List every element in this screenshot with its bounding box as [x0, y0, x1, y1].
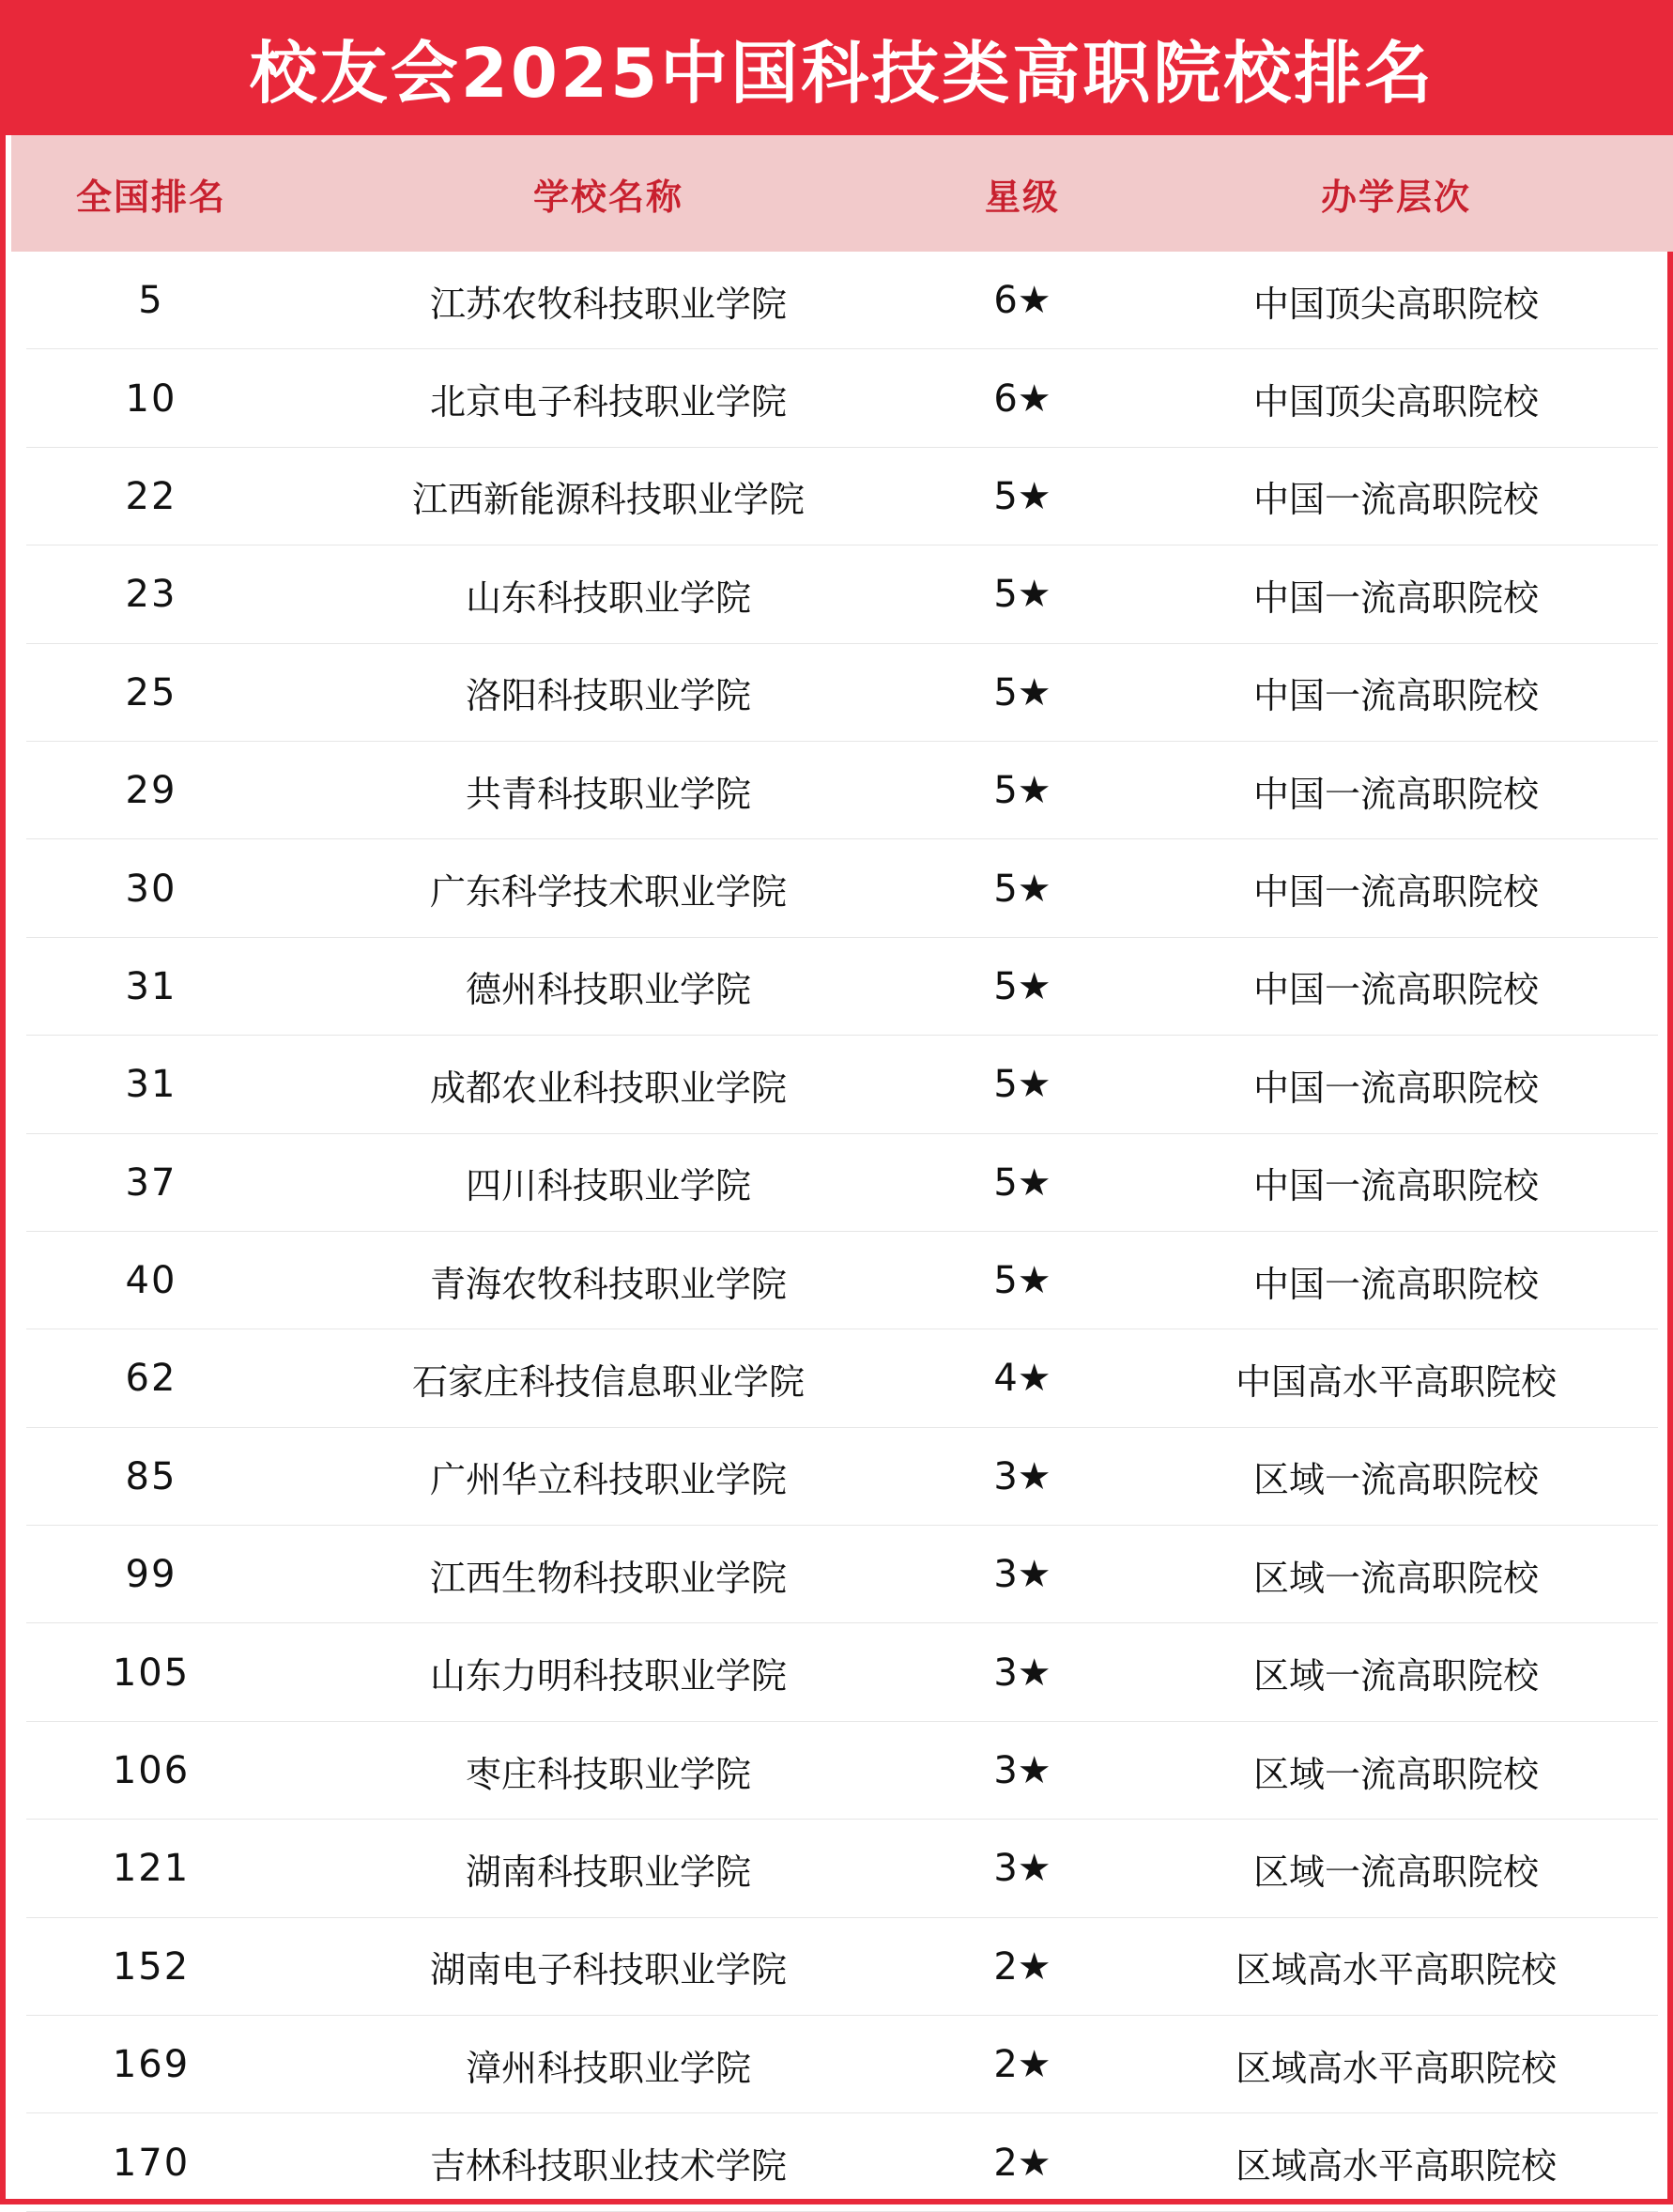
table-row [11, 742, 1673, 839]
school-tier-cell: 中国一流高职院校 [1252, 1165, 1539, 1207]
rank-cell: 169 [112, 2043, 191, 2087]
school-tier-cell: 区域一流高职院校 [1252, 1459, 1539, 1501]
rank-cell: 29 [125, 769, 177, 813]
school-name-cell: 共青科技职业学院 [465, 773, 751, 815]
table-row [11, 1722, 1673, 1820]
star-level-cell: 5★ [993, 1160, 1051, 1205]
school-name-cell: 枣庄科技职业学院 [465, 1753, 751, 1795]
header-rank: 全国排名 [75, 176, 226, 218]
rank-cell: 25 [125, 670, 177, 714]
star-level-cell: 3★ [993, 1454, 1051, 1498]
rank-cell: 152 [112, 1944, 191, 1989]
school-name-cell: 德州科技职业学院 [465, 969, 751, 1011]
school-name-cell: 北京电子科技职业学院 [429, 381, 787, 423]
rank-cell: 22 [125, 474, 177, 518]
star-level-cell: 5★ [993, 769, 1051, 813]
table-row [11, 349, 1673, 447]
table-row [11, 1526, 1673, 1623]
page-title: 校友会2025中国科技类高职院校排名 [249, 34, 1435, 113]
table-row [11, 839, 1673, 937]
school-tier-cell: 区域高水平高职院校 [1235, 2047, 1557, 2089]
school-name-cell: 江西新能源科技职业学院 [411, 479, 805, 521]
school-name-cell: 江西生物科技职业学院 [429, 1557, 787, 1599]
school-tier-cell: 中国顶尖高职院校 [1252, 381, 1539, 423]
school-name-cell: 吉林科技职业技术学院 [429, 2145, 787, 2188]
school-tier-cell: 中国高水平高职院校 [1235, 1360, 1557, 1403]
star-level-cell: 2★ [993, 1944, 1051, 1989]
star-level-cell: 5★ [993, 964, 1051, 1008]
table-row [11, 252, 1673, 349]
star-level-cell: 5★ [993, 573, 1051, 617]
star-level-cell: 6★ [993, 376, 1051, 421]
star-level-cell: 2★ [993, 2043, 1051, 2087]
school-tier-cell: 区域高水平高职院校 [1235, 2145, 1557, 2188]
school-name-cell: 湖南电子科技职业学院 [429, 1949, 787, 1991]
title-banner [6, 0, 1673, 135]
school-name-cell: 广州华立科技职业学院 [429, 1459, 787, 1501]
rank-cell: 121 [112, 1847, 191, 1891]
table-row [11, 1036, 1673, 1133]
star-level-cell: 6★ [993, 279, 1051, 323]
star-level-cell: 3★ [993, 1749, 1051, 1793]
school-tier-cell: 中国一流高职院校 [1252, 1263, 1539, 1305]
star-level-cell: 3★ [993, 1847, 1051, 1891]
header-school-name: 学校名称 [532, 176, 683, 218]
school-tier-cell: 区域一流高职院校 [1252, 1753, 1539, 1795]
school-tier-cell: 区域一流高职院校 [1252, 1851, 1539, 1893]
star-level-cell: 5★ [993, 1259, 1051, 1303]
school-tier-cell: 中国一流高职院校 [1252, 871, 1539, 914]
rank-cell: 37 [125, 1160, 177, 1205]
star-level-cell: 5★ [993, 670, 1051, 714]
star-level-cell: 5★ [993, 867, 1051, 911]
star-level-cell: 5★ [993, 474, 1051, 518]
star-level-cell: 2★ [993, 2141, 1051, 2185]
school-tier-cell: 中国一流高职院校 [1252, 969, 1539, 1011]
school-tier-cell: 中国一流高职院校 [1252, 576, 1539, 619]
rank-cell: 85 [125, 1454, 177, 1498]
school-name-cell: 石家庄科技信息职业学院 [411, 1360, 805, 1403]
school-name-cell: 湖南科技职业学院 [465, 1851, 751, 1893]
rank-cell: 5 [138, 279, 164, 323]
school-tier-cell: 区域一流高职院校 [1252, 1557, 1539, 1599]
rank-cell: 99 [125, 1553, 177, 1597]
rank-cell: 40 [125, 1259, 177, 1303]
table-body [11, 252, 1673, 2212]
school-tier-cell: 区域高水平高职院校 [1235, 1949, 1557, 1991]
table-row [11, 2016, 1673, 2113]
school-tier-cell: 中国一流高职院校 [1252, 773, 1539, 815]
table-header [11, 135, 1673, 252]
school-name-cell: 四川科技职业学院 [465, 1165, 751, 1207]
star-level-cell: 4★ [993, 1357, 1051, 1401]
table-row [11, 448, 1673, 545]
school-tier-cell: 区域一流高职院校 [1252, 1655, 1539, 1697]
table-row [11, 1134, 1673, 1232]
school-name-cell: 漳州科技职业学院 [465, 2047, 751, 2089]
header-school-tier: 办学层次 [1320, 176, 1471, 218]
school-tier-cell: 中国一流高职院校 [1252, 479, 1539, 521]
table-row [11, 2113, 1673, 2211]
rank-cell: 106 [112, 1749, 191, 1793]
school-name-cell: 洛阳科技职业学院 [465, 675, 751, 717]
table-row [11, 1623, 1673, 1721]
table-row [11, 1329, 1673, 1427]
rank-cell: 31 [125, 964, 177, 1008]
rank-cell: 30 [125, 867, 177, 911]
table-row [11, 938, 1673, 1036]
star-level-cell: 3★ [993, 1651, 1051, 1695]
rank-cell: 105 [112, 1651, 191, 1695]
table-row [11, 1820, 1673, 1917]
school-tier-cell: 中国一流高职院校 [1252, 1067, 1539, 1109]
header-star-level: 星级 [984, 176, 1060, 218]
table-row [11, 1918, 1673, 2016]
table-row [11, 1232, 1673, 1329]
school-name-cell: 山东力明科技职业学院 [429, 1655, 787, 1697]
table-row [11, 1428, 1673, 1526]
table-row [11, 644, 1673, 742]
school-tier-cell: 中国顶尖高职院校 [1252, 283, 1539, 325]
school-name-cell: 山东科技职业学院 [465, 576, 751, 619]
school-name-cell: 成都农业科技职业学院 [429, 1067, 787, 1109]
star-level-cell: 5★ [993, 1063, 1051, 1107]
school-name-cell: 青海农牧科技职业学院 [429, 1263, 787, 1305]
table-row [11, 545, 1673, 643]
rank-cell: 23 [125, 573, 177, 617]
school-name-cell: 广东科学技术职业学院 [429, 871, 787, 914]
rank-cell: 62 [125, 1357, 177, 1401]
rank-cell: 31 [125, 1063, 177, 1107]
rank-cell: 10 [125, 376, 177, 421]
school-name-cell: 江苏农牧科技职业学院 [429, 283, 787, 325]
rank-cell: 170 [112, 2141, 191, 2185]
star-level-cell: 3★ [993, 1553, 1051, 1597]
school-tier-cell: 中国一流高职院校 [1252, 675, 1539, 717]
